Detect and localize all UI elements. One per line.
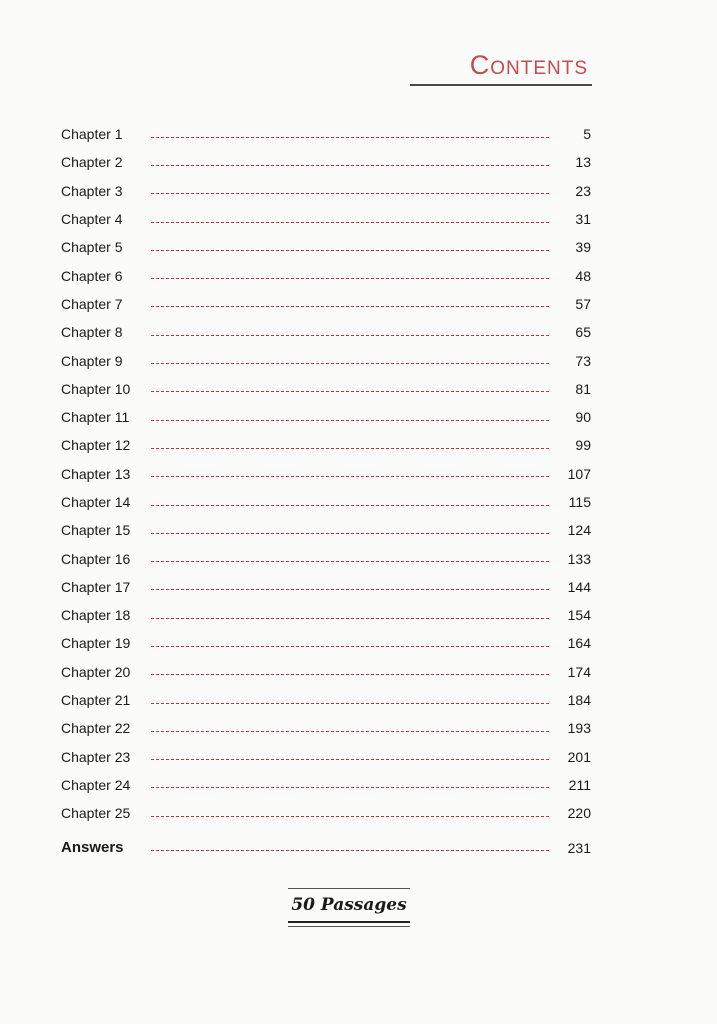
toc-entry-label: Chapter 5 xyxy=(61,239,123,256)
toc-row[interactable] xyxy=(61,799,591,827)
page-title: Contents xyxy=(469,50,588,80)
toc-entry-label: Chapter 1 xyxy=(61,126,123,143)
toc-page-number: 144 xyxy=(567,578,591,595)
dotted-leader xyxy=(151,646,549,647)
dotted-leader xyxy=(151,850,549,851)
toc-row[interactable] xyxy=(61,686,591,714)
dotted-leader xyxy=(151,561,549,562)
toc-entry-label: Chapter 3 xyxy=(61,182,123,199)
toc-entry-label: Chapter 17 xyxy=(61,578,131,595)
dotted-leader xyxy=(151,420,549,421)
toc-entry-label: Chapter 18 xyxy=(61,607,131,624)
toc-page-number: 124 xyxy=(567,522,591,539)
toc-entry-label: Chapter 2 xyxy=(61,154,123,171)
toc-row[interactable] xyxy=(61,148,591,176)
footer-bottom-rule xyxy=(288,921,410,923)
footer-label: 50 Passages xyxy=(291,895,407,915)
toc-row[interactable] xyxy=(61,261,591,289)
toc-entry-label: Chapter 13 xyxy=(61,465,131,482)
toc-row[interactable] xyxy=(61,205,591,233)
toc-entry-label: Answers xyxy=(61,839,124,857)
dotted-leader xyxy=(151,193,549,194)
toc-row[interactable] xyxy=(61,460,591,488)
toc-page-number: 99 xyxy=(575,437,591,454)
toc-entry-label: Chapter 23 xyxy=(61,748,131,765)
toc-row[interactable] xyxy=(61,120,591,148)
toc-entry-label: Chapter 16 xyxy=(61,550,131,567)
toc-page-number: 154 xyxy=(567,607,591,624)
dotted-leader xyxy=(151,816,549,817)
dotted-leader xyxy=(151,165,549,166)
toc-page-number: 65 xyxy=(575,324,591,341)
toc-row-answers[interactable] xyxy=(61,833,591,861)
dotted-leader xyxy=(151,391,549,392)
toc-entry-label: Chapter 21 xyxy=(61,692,131,709)
toc-row[interactable] xyxy=(61,629,591,657)
dotted-leader xyxy=(151,448,549,449)
toc-row[interactable] xyxy=(61,771,591,799)
toc-entry-label: Chapter 8 xyxy=(61,324,123,341)
toc-entry-label: Chapter 14 xyxy=(61,494,131,510)
toc-page-number: 57 xyxy=(575,295,591,312)
dotted-leader xyxy=(151,533,549,534)
toc-page-number: 23 xyxy=(575,182,591,199)
toc-entry-label: Chapter 9 xyxy=(61,352,123,369)
toc-page-number: 133 xyxy=(567,550,591,567)
dotted-leader xyxy=(151,222,549,223)
toc-entry-label: Chapter 7 xyxy=(61,295,123,312)
toc-page-number: 220 xyxy=(567,805,591,822)
toc-row[interactable] xyxy=(61,403,591,431)
toc-page-number: 90 xyxy=(575,409,591,426)
toc-entry-label: Chapter 25 xyxy=(61,805,131,822)
dotted-leader xyxy=(151,703,549,704)
toc-entry-label: Chapter 24 xyxy=(61,776,131,793)
dotted-leader xyxy=(151,787,549,788)
toc-entry-label: Chapter 10 xyxy=(61,380,131,397)
dotted-leader xyxy=(151,674,549,675)
toc-page-number: 39 xyxy=(575,239,591,256)
table-of-contents xyxy=(61,120,591,862)
toc-row[interactable] xyxy=(61,601,591,629)
dotted-leader xyxy=(151,335,549,336)
toc-page-number: 73 xyxy=(575,352,591,369)
toc-entry-label: Chapter 4 xyxy=(61,211,123,228)
toc-entry-label: Chapter 22 xyxy=(61,720,131,737)
toc-page-number: 231 xyxy=(567,839,591,856)
dotted-leader xyxy=(151,476,549,477)
toc-page-number: 81 xyxy=(575,380,591,397)
dotted-leader xyxy=(151,759,549,760)
toc-row[interactable] xyxy=(61,290,591,318)
toc-page-number: 5 xyxy=(583,126,591,143)
toc-row[interactable] xyxy=(61,318,591,346)
dotted-leader xyxy=(151,731,549,732)
title-underline xyxy=(410,84,592,86)
toc-page-number: 201 xyxy=(567,748,591,765)
toc-page-number: 193 xyxy=(567,720,591,737)
toc-page-number: 13 xyxy=(575,154,591,171)
toc-row[interactable] xyxy=(61,233,591,261)
dotted-leader xyxy=(151,363,549,364)
toc-page-number: 107 xyxy=(567,465,591,482)
toc-row[interactable] xyxy=(61,431,591,459)
dotted-leader xyxy=(151,306,549,307)
dotted-leader xyxy=(151,505,549,506)
toc-entry-label: Chapter 15 xyxy=(61,522,131,539)
toc-row[interactable] xyxy=(61,714,591,742)
toc-entry-label: Chapter 11 xyxy=(61,409,130,426)
toc-entry-label: Chapter 6 xyxy=(61,267,123,284)
dotted-leader xyxy=(151,618,549,619)
toc-row[interactable] xyxy=(61,516,591,544)
toc-page-number: 184 xyxy=(567,692,591,709)
toc-row[interactable] xyxy=(61,573,591,601)
toc-row[interactable] xyxy=(61,743,591,771)
toc-page-number: 174 xyxy=(567,663,591,680)
toc-page-number: 211 xyxy=(568,776,591,793)
toc-row[interactable] xyxy=(61,177,591,205)
dotted-leader xyxy=(151,137,549,138)
toc-entry-label: Chapter 12 xyxy=(61,437,131,454)
toc-row[interactable] xyxy=(61,375,591,403)
toc-page-number: 31 xyxy=(575,211,591,228)
dotted-leader xyxy=(151,589,549,590)
dotted-leader xyxy=(151,278,549,279)
toc-entry-label: Chapter 19 xyxy=(61,635,131,652)
toc-page-number: 48 xyxy=(575,267,591,284)
toc-page-number: 164 xyxy=(567,635,591,652)
toc-entry-label: Chapter 20 xyxy=(61,663,131,680)
contents-heading xyxy=(410,48,592,86)
toc-row[interactable] xyxy=(61,658,591,686)
dotted-leader xyxy=(151,250,549,251)
toc-row[interactable] xyxy=(61,488,591,516)
toc-page-number: 115 xyxy=(568,494,591,510)
toc-row[interactable] xyxy=(61,544,591,572)
toc-row[interactable] xyxy=(61,346,591,374)
footer-banner xyxy=(288,888,410,927)
footer-bottom-rule-thin xyxy=(288,926,410,927)
